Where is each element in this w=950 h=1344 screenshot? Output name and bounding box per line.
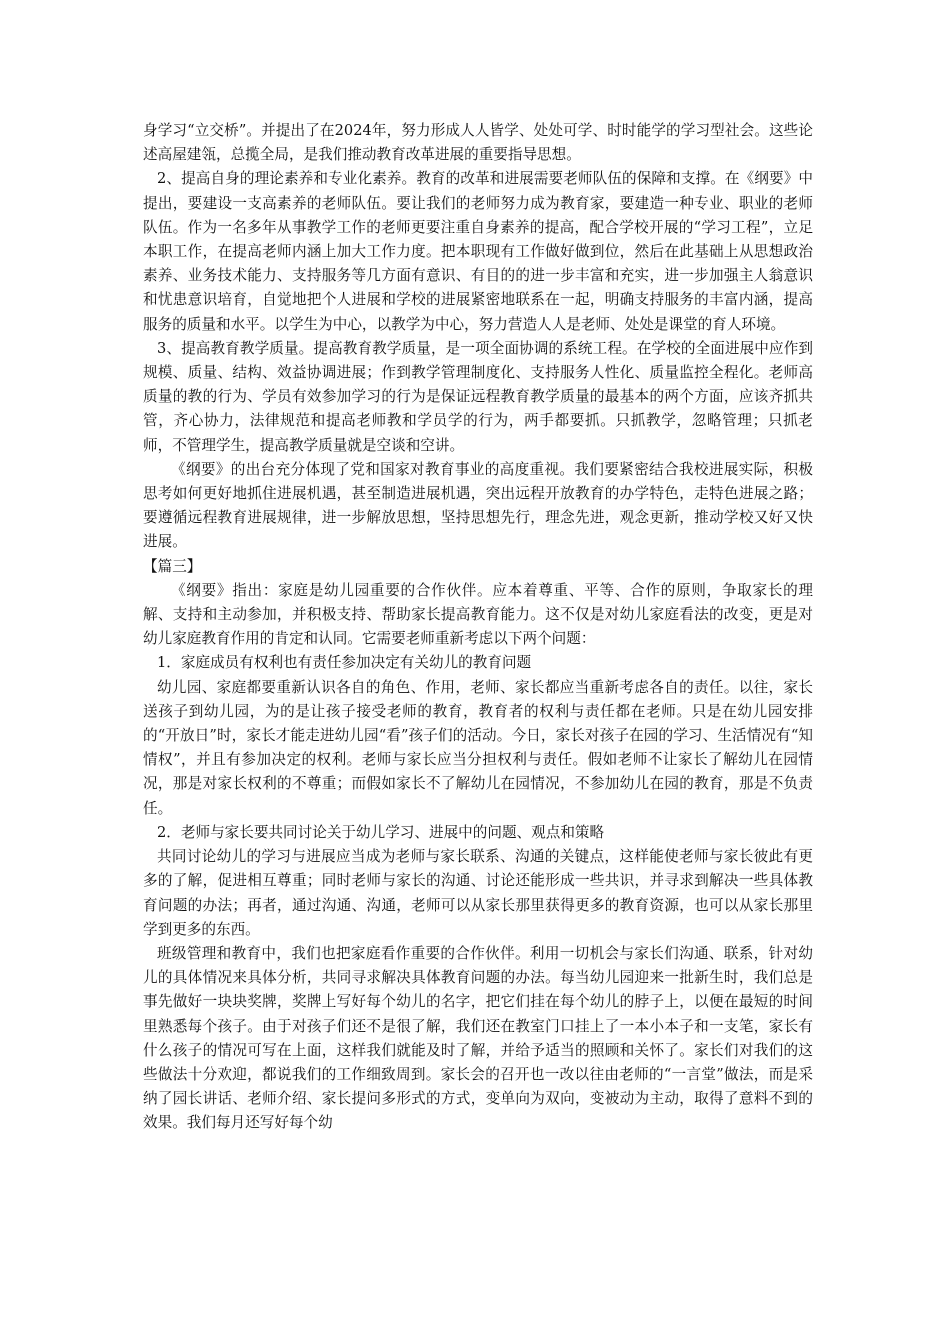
paragraph-point-3: 3、提高教育教学质量。提高教育教学质量，是一项全面协调的系统工程。在学校的全面进展中应作到规模、质量、结构、效益协调进展；作到教学管理制度化、支持服务人性化、质量监控全程化。老师高质量的教的行为、学员有效参加学习的行为是保证远程教育教学质量的最基本的两个方面，应该齐抓共管，齐心协力，法律规范和提高老师教和学员学的行为，两手都要抓。只抓教学，忽略管理；只抓老师，不管理学生，提高教学质量就是空谈和空讲。 [143, 339, 813, 454]
paragraph-subsection-1: 幼儿园、家庭都要重新认识各自的角色、作用，老师、家长都应当重新考虑各自的责任。以往，家长送孩子到幼儿园，为的是让孩子接受老师的教育，教育者的权利与责任都在老师。只是在幼儿园安排的“开放日”时，家长才能走进幼儿园“看”孩子们的活动。今日，家长对孩子在园的学习、生活情况有“知情权”，并且有参加决定的权利。老师与家长应当分担权利与责任。假如老师不让家长了解幼儿在园情况，那是对家长权利的不尊重；而假如家长不了解幼儿在园情况，不参加幼儿在园的教育，那是不负责任。 [143, 678, 813, 817]
paragraph-subsection-2: 共同讨论幼儿的学习与进展应当成为老师与家长联系、沟通的关键点，这样能使老师与家长彼此有更多的了解，促进相互尊重；同时老师与家长的沟通、讨论还能形成一些共识，并寻求到解决一些具体教育问题的办法；再者，通过沟通、沟通，老师可以从家长那里获得更多的教育资源，也可以从家长那里学到更多的东西。 [143, 848, 813, 938]
paragraph-conclusion: 《纲要》的出台充分体现了党和国家对教育事业的高度重视。我们要紧密结合我校进展实际，积极思考如何更好地抓住进展机遇，甚至制造进展机遇，突出远程开放教育的办学特色，走特色进展之路；要遵循远程教育进展规律，进一步解放思想，坚持思想先行，理念先进，观念更新，推动学校又好又快进展。 [143, 460, 813, 551]
paragraph-class-management: 班级管理和教育中，我们也把家庭看作重要的合作伙伴。利用一切机会与家长们沟通、联系，针对幼儿的具体情况来具体分析，共同寻求解决具体教育问题的办法。每当幼儿园迎来一批新生时，我们总是事先做好一块块奖牌，奖牌上写好每个幼儿的名字，把它们挂在每个幼儿的脖子上，以便在最短的时间里熟悉每个孩子。由于对孩子们还不是很了解，我们还在教室门口挂上了一本小本子和一支笔，家长有什么孩子的情况可写在上面，这样我们就能及时了解，并给予适当的照顾和关怀了。家长们对我们的这些做法十分欢迎，都说我们的工作细致周到。家长会的召开也一改以往由老师的“一言堂”做法，而是采纳了园长讲话、老师介绍、家长提问多形式的方式，变单向为双向，变被动为主动，取得了意料不到的效果。我们每月还写好每个幼 [143, 944, 813, 1132]
section-heading: 【篇三】 [143, 557, 202, 575]
paragraph-continuation: 身学习“立交桥”。并提出了在2024年，努力形成人人皆学、处处可学、时时能学的学习型社会。这些论述高屋建瓴，总揽全局，是我们推动教育改革进展的重要指导思想。 [143, 122, 813, 164]
paragraph-intro: 《纲要》指出：家庭是幼儿园重要的合作伙伴。应本着尊重、平等、合作的原则，争取家长的理解、支持和主动参加，并积极支持、帮助家长提高教育能力。这不仅是对幼儿家庭看法的改变，更是对幼儿家庭教育作用的肯定和认同。它需要老师重新考虑以下两个问题： [143, 581, 813, 648]
document-body [143, 119, 813, 1136]
paragraph-point-2: 2、提高自身的理论素养和专业化素养。教育的改革和进展需要老师队伍的保障和支撑。在《纲要》中提出，要建设一支高素养的老师队伍。要让我们的老师努力成为教育家，要建造一种专业、职业的老师队伍。作为一名多年从事教学工作的老师更要注重自身素养的提高，配合学校开展的“学习工程”，立足本职工作，在提高老师内涵上加大工作力度。把本职现有工作做好做到位，然后在此基础上从思想政治素养、业务技术能力、支持服务等几方面有意识、有目的的进一步丰富和充实，进一步加强主人翁意识和忧患意识培育，自觉地把个人进展和学校的进展紧密地联系在一起，明确支持服务的丰富内涵，提高服务的质量和水平。以学生为中心，以教学为中心，努力营造人人是老师、处处是课堂的育人环境。 [143, 170, 813, 333]
subheading-2: 2．老师与家长要共同讨论关于幼儿学习、进展中的问题、观点和策略 [157, 823, 605, 841]
subheading-1: 1．家庭成员有权利也有责任参加决定有关幼儿的教育问题 [157, 654, 532, 672]
